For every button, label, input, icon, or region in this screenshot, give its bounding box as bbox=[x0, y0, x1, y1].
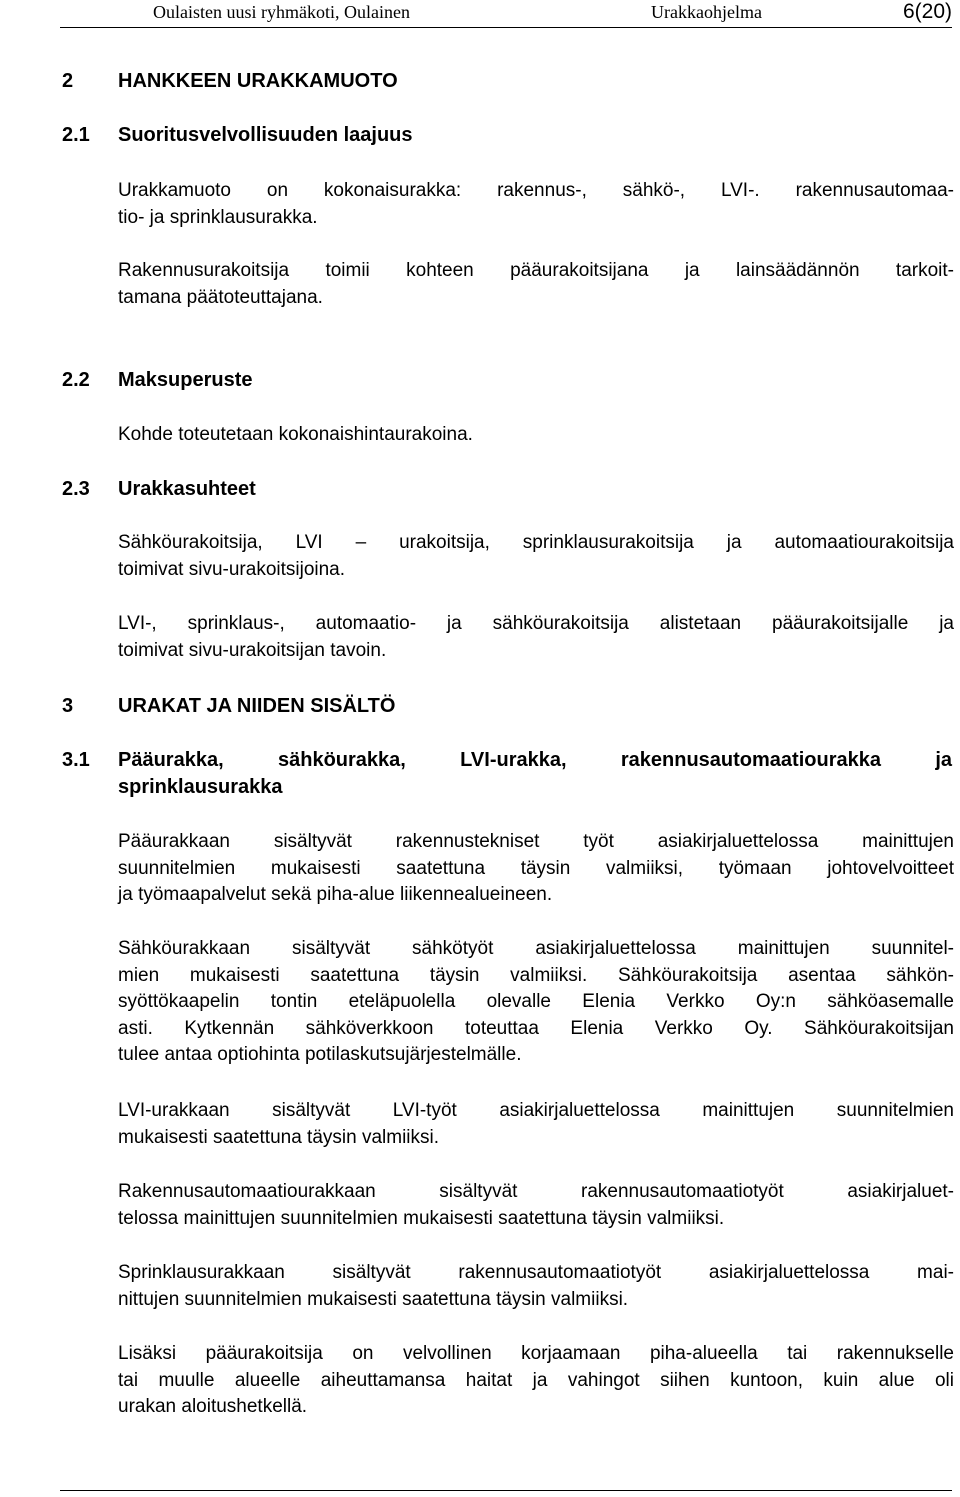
paragraph-subordination bbox=[118, 611, 954, 664]
heading-section-3-1 bbox=[62, 747, 952, 801]
footer-rule bbox=[60, 1490, 952, 1491]
paragraph-electrical-contract-scope bbox=[118, 936, 954, 1069]
paragraph-line: Lisäksi pääurakoitsija on velvollinen korjaamaan piha-alueella tai rakennukselle bbox=[118, 1343, 954, 1364]
paragraph-line: Sähköurakoitsija, LVI – urakoitsija, sprinklausurakoitsija ja automaatiourakoitsija bbox=[118, 532, 954, 553]
header-document-name: Urakkaohjelma bbox=[651, 2, 762, 22]
paragraph-line: Sähköurakkaan sisältyvät sähkötyöt asiakirjaluettelossa mainittujen suunnitel- bbox=[118, 938, 954, 959]
paragraph-line: LVI-urakkaan sisältyvät LVI-työt asiakirjaluettelossa mainittujen suunnitelmien bbox=[118, 1100, 954, 1121]
paragraph-hvac-contract-scope bbox=[118, 1098, 954, 1151]
heading-title: URAKAT JA NIIDEN SISÄLTÖ bbox=[118, 695, 396, 717]
paragraph-line: mukaisesti saatettuna täysin valmiiksi. bbox=[118, 1126, 440, 1148]
paragraph-line: LVI-, sprinklaus-, automaatio- ja sähköurakoitsija alistetaan pääurakoitsijalle ja bbox=[118, 613, 954, 634]
page-header bbox=[0, 0, 960, 34]
header-rule bbox=[60, 27, 952, 28]
paragraph-line: Sprinklausurakkaan sisältyvät rakennusautomaatiotyöt asiakirjaluettelossa mai- bbox=[118, 1262, 954, 1283]
paragraph-contract-form bbox=[118, 178, 954, 231]
header-page-number: 6(20) bbox=[902, 0, 952, 23]
paragraph-line: Pääurakkaan sisältyvät rakennustekniset työt asiakirjaluettelossa mainittujen bbox=[118, 831, 954, 852]
paragraph-line: tamana päätoteuttajana. bbox=[118, 286, 323, 308]
paragraph-main-contract-scope bbox=[118, 829, 954, 909]
heading-number: 3 bbox=[62, 695, 74, 717]
heading-title-line: Pääurakka, sähköurakka, LVI-urakka, rakennusautomaatiourakka ja bbox=[118, 749, 952, 771]
heading-title: Suoritusvelvollisuuden laajuus bbox=[118, 124, 413, 146]
heading-number: 3.1 bbox=[62, 749, 90, 771]
paragraph-automation-contract-scope bbox=[118, 1179, 954, 1232]
paragraph-line: tulee antaa optiohinta potilaskutsujärjestelmälle. bbox=[118, 1044, 522, 1065]
paragraph-side-contractors bbox=[118, 530, 954, 583]
paragraph-line: Kohde toteutetaan kokonaishintaurakoina. bbox=[118, 424, 473, 445]
paragraph-line: toimivat sivu-urakoitsijan tavoin. bbox=[118, 639, 387, 661]
paragraph-line: telossa mainittujen suunnitelmien mukaisesti saatettuna täysin valmiiksi. bbox=[118, 1207, 725, 1229]
paragraph-line: suunnitelmien mukaisesti saatettuna täysin valmiiksi, työmaan johtovelvoitteet bbox=[118, 857, 954, 879]
paragraph-line: Rakennusurakoitsija toimii kohteen pääurakoitsijana ja lainsäädännön tarkoit- bbox=[118, 260, 954, 281]
heading-title-line: sprinklausurakka bbox=[118, 776, 283, 798]
paragraph-line: tio- ja sprinklausurakka. bbox=[118, 206, 318, 228]
heading-number: 2.1 bbox=[62, 124, 90, 146]
paragraph-line: tai muulle alueelle aiheuttamansa haitat ja vahingot siihen kuntoon, kuin alue oli bbox=[118, 1369, 954, 1391]
paragraph-line: Rakennusautomaatiourakkaan sisältyvät rakennusautomaatiotyöt asiakirjaluet- bbox=[118, 1181, 954, 1202]
heading-title: Maksuperuste bbox=[118, 369, 253, 391]
paragraph-line: toimivat sivu-urakoitsijoina. bbox=[118, 558, 346, 580]
header-project-name: Oulaisten uusi ryhmäkoti, Oulainen bbox=[153, 2, 410, 22]
paragraph-line: urakan aloitushetkellä. bbox=[118, 1396, 308, 1417]
paragraph-payment-basis bbox=[118, 422, 954, 449]
heading-number: 2.3 bbox=[62, 478, 90, 500]
paragraph-damage-repair bbox=[118, 1341, 954, 1421]
heading-number: 2 bbox=[62, 70, 74, 92]
heading-section-2-2 bbox=[62, 367, 952, 394]
paragraph-sprinkler-contract-scope bbox=[118, 1260, 954, 1313]
heading-section-3 bbox=[62, 693, 952, 720]
paragraph-line: asti. Kytkennän sähköverkkoon toteuttaa Elenia Verkko Oy. Sähköurakoitsijan bbox=[118, 1017, 954, 1039]
heading-section-2 bbox=[62, 68, 952, 95]
paragraph-line: Urakkamuoto on kokonaisurakka: rakennus-, sähkö-, LVI-. rakennusautomaa- bbox=[118, 180, 954, 201]
paragraph-line: mien mukaisesti saatettuna täysin valmiiksi. Sähköurakoitsija asentaa sähkön- bbox=[118, 964, 954, 986]
paragraph-line: syöttökaapelin tontin eteläpuolella olevalle Elenia Verkko Oy:n sähköasemalle bbox=[118, 991, 954, 1012]
heading-number: 2.2 bbox=[62, 369, 90, 391]
heading-section-2-3 bbox=[62, 476, 952, 503]
paragraph-main-contractor bbox=[118, 258, 954, 311]
paragraph-line: ja työmaapalvelut sekä piha-alue liikennealueineen. bbox=[118, 884, 553, 905]
heading-title: Urakkasuhteet bbox=[118, 478, 256, 500]
heading-title: HANKKEEN URAKKAMUOTO bbox=[118, 70, 398, 92]
paragraph-line: nittujen suunnitelmien mukaisesti saatettuna täysin valmiiksi. bbox=[118, 1288, 629, 1310]
heading-section-2-1 bbox=[62, 122, 952, 149]
